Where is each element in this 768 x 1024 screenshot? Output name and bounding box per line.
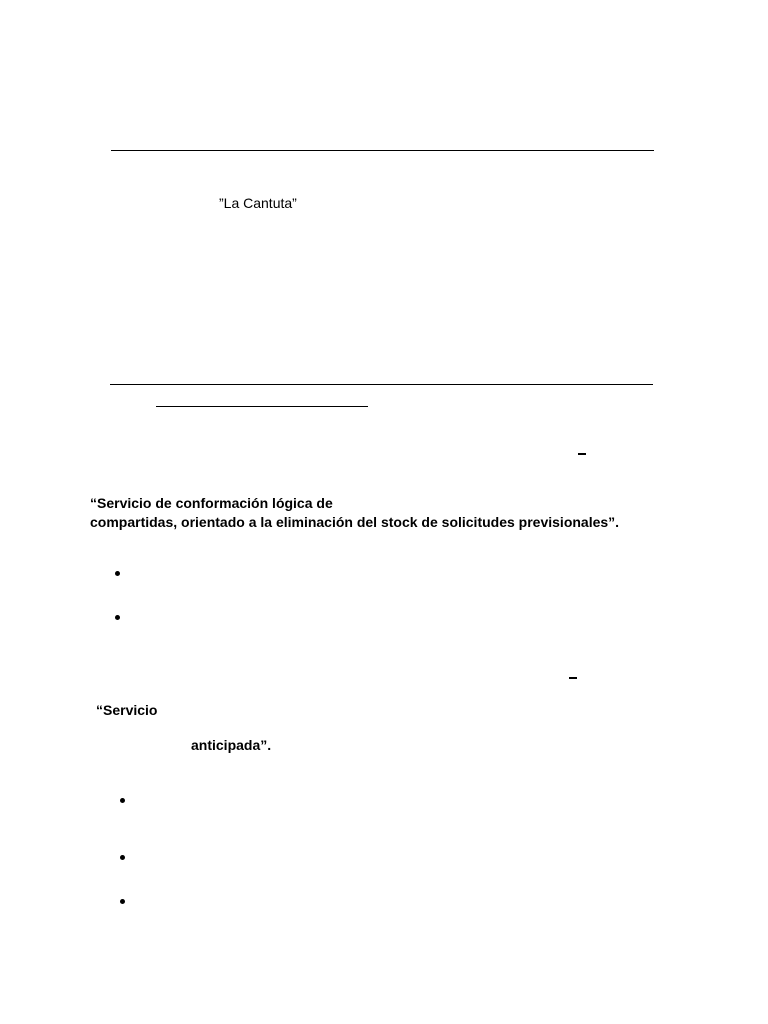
- section1-title-line2: compartidas, orientado a la eliminación del stock de solicitudes previsionales”.: [90, 514, 620, 530]
- bullet-4: [120, 855, 125, 860]
- bullet-5: [120, 899, 125, 904]
- bottom-rule: [110, 384, 653, 385]
- university-name: ”La Cantuta”: [219, 195, 297, 211]
- bullet-2: [115, 615, 120, 620]
- section2-title-line1: “Servicio: [96, 702, 158, 718]
- underline-rule: [156, 406, 368, 407]
- section2-title-line2: anticipada”.: [191, 737, 272, 753]
- dash-mark-2: [569, 677, 577, 679]
- section1-title-line1: “Servicio de conformación lógica de: [90, 495, 333, 511]
- bullet-1: [115, 571, 120, 576]
- dash-mark-1: [578, 453, 586, 455]
- top-rule: [111, 150, 654, 151]
- bullet-3: [120, 798, 125, 803]
